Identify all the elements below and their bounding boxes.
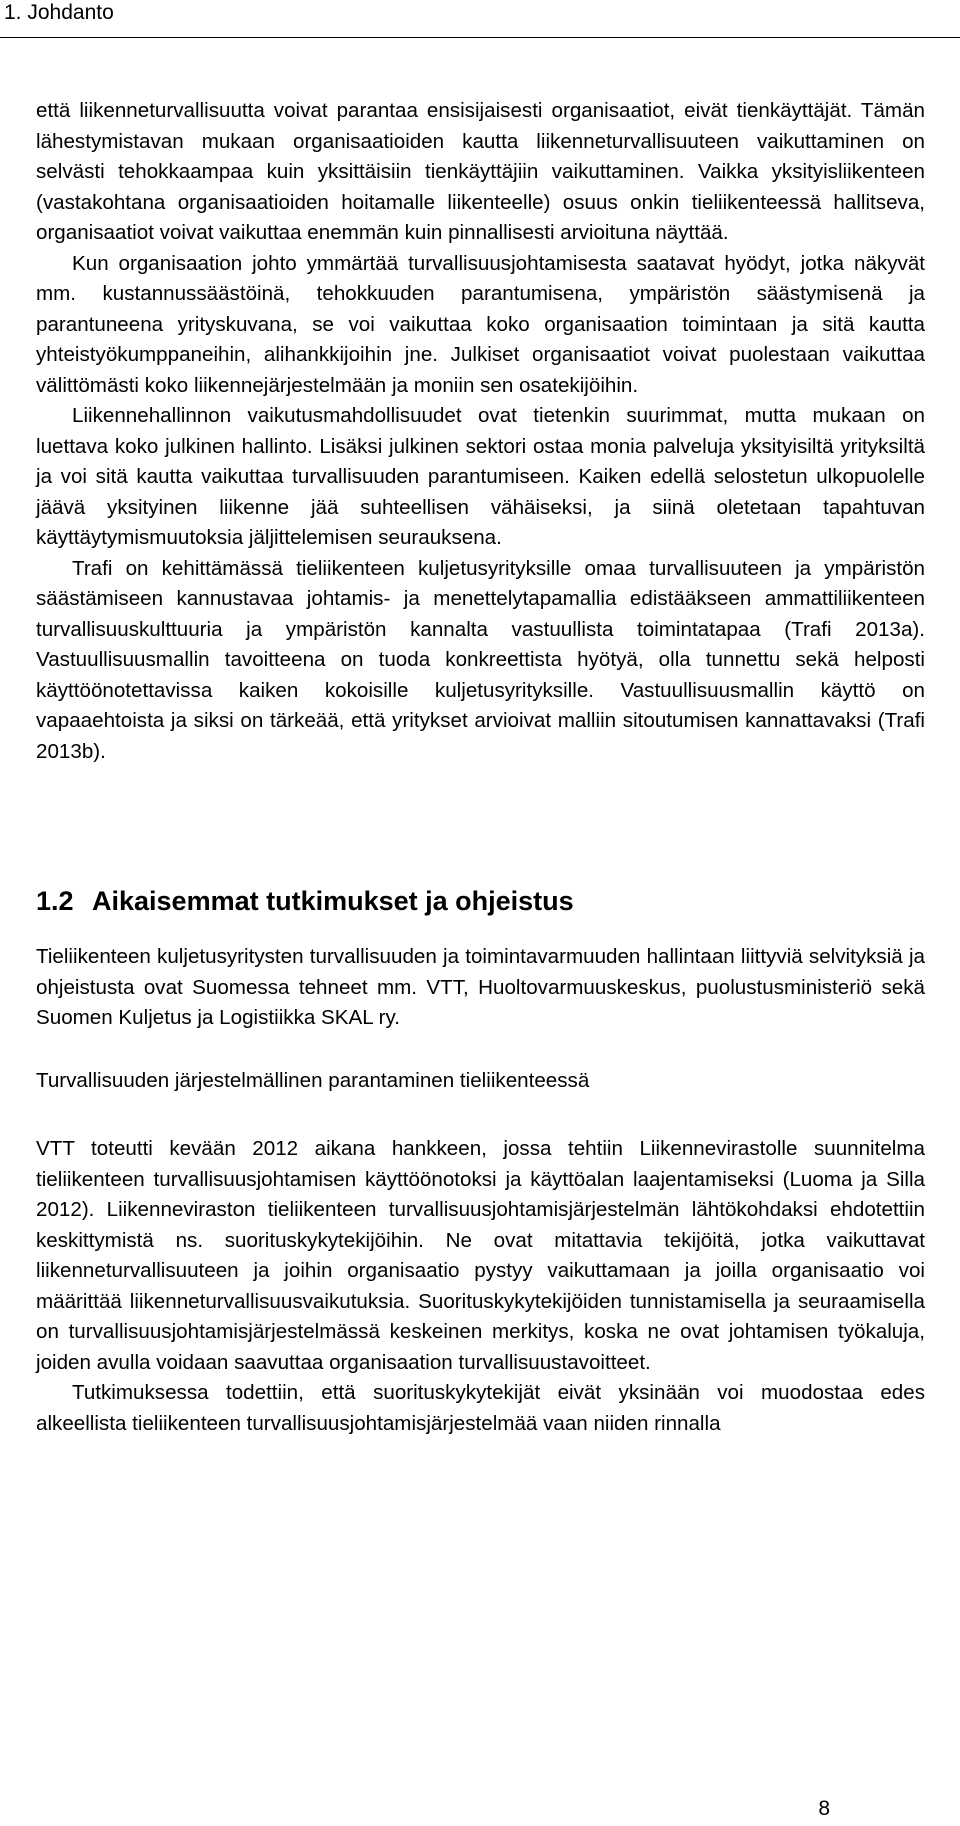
subsection-heading: Turvallisuuden järjestelmällinen parantaminen tieliikenteessä [36,1069,590,1092]
section-intro-block [36,942,925,1034]
chapter-title: 1. Johdanto [4,1,114,24]
paragraph: Trafi on kehittämässä tieliikenteen kuljetusyrityksille omaa turvallisuuteen ja ympäristön säästämiseen kannustavaa johtamis- ja menettelytapamallia edistääkseen ammattiliikenteen turvallisuuskulttuuria ja ympäristön kannalta vastuullista toimintatapaa (Trafi 2013a). Vastuullisuusmallin tavoitteena on tuoda konkreettista hyötyä, olla tunnettu sekä helposti käyttöönotettavissa kaiken kokoisille kuljetusyrityksille. Vastuullisuusmallin käyttö on vapaaehtoista ja siksi on tärkeää, että yritykset arvioivat malliin sitoutumisen kannattavaksi (Trafi 2013b). [36,556,925,763]
page-number: 8 [818,1797,830,1820]
paragraph: Tutkimuksessa todettiin, että suorituskykytekijät eivät yksinään voi muodostaa edes alkeellista tieliikenteen turvallisuusjohtamisjärjestelmää vaan niiden rinnalla [36,1381,925,1435]
paragraph: että liikenneturvallisuutta voivat parantaa ensisijaisesti organisaatiot, eivät tienkäyttäjät. Tämän lähestymistavan mukaan organisaatioiden kautta liikenneturvallisuuteen vaikuttaminen on selvästi tehokkaampaa kuin yksittäisiin tienkäyttäjiin vaikuttaminen. Vaikka yksityisliikenteen (vastakohtana organisaatioiden hoitamalle liikenteelle) osuus onkin tieliikenteessä hallitseva, organisaatiot voivat vaikuttaa enemmän kuin pinnallisesti arvioituna näyttää. [36,99,925,244]
body-text-block [36,96,925,767]
section-heading [36,883,574,919]
running-header [0,0,960,38]
section-number: 1.2 [36,886,74,916]
paragraph: Liikennehallinnon vaikutusmahdollisuudet ovat tietenkin suurimmat, mutta mukaan on luettava koko julkinen hallinto. Lisäksi julkinen sektori ostaa monia palveluja yksityisiltä yrityksiltä ja voi sitä kautta vaikuttaa turvallisuuden parantumiseen. Kaiken edellä selostetun ulkopuolelle jäävä yksityinen liikenne jää suhteellisen vähäiseksi, ja siinä oletetaan tapahtuvan käyttäytymismuutoksia jäljittelemisen seurauksena. [36,404,925,549]
paragraph: Tieliikenteen kuljetusyritysten turvallisuuden ja toimintavarmuuden hallintaan liittyviä selvityksiä ja ohjeistusta ovat Suomessa tehneet mm. VTT, Huoltovarmuuskeskus, puolustusministeriö sekä Suomen Kuljetus ja Logistiikka SKAL ry. [36,945,925,1029]
section-title: Aikaisemmat tutkimukset ja ohjeistus [92,886,574,916]
paragraph: VTT toteutti kevään 2012 aikana hankkeen, jossa tehtiin Liikennevirastolle suunnitelma tieliikenteen turvallisuusjohtamisen käyttöönotoksi ja käyttöalan laajentamiseksi (Luoma ja Silla 2012). Liikenneviraston tieliikenteen turvallisuusjohtamisjärjestelmän lähtökohdaksi ehdotettiin keskittymistä ns. suorituskykytekijöihin. Ne ovat mitattavia tekijöitä, jotka vaikuttavat liikenneturvallisuuteen ja joihin organisaatio pystyy vaikuttamaan ja joilla organisaatio voi määrittää liikenneturvallisuusvaikutuksia. Suorituskykytekijöiden tunnistamisella ja seuraamisella on turvallisuusjohtamisjärjestelmässä keskeinen merkitys, koska ne ovat johtamisen työkaluja, joiden avulla voidaan saavuttaa organisaation turvallisuustavoitteet. [36,1137,925,1374]
paragraph: Kun organisaation johto ymmärtää turvallisuusjohtamisesta saatavat hyödyt, jotka näkyvät mm. kustannussäästöinä, tehokkuuden parantumisena, ympäristön säästymisenä ja parantuneena yrityskuvana, se voi vaikuttaa koko organisaation toimintaan ja sitä kautta yhteistyökumppaneihin, alihankkijoihin jne. Julkiset organisaatiot voivat puolestaan vaikuttaa välittömästi koko liikennejärjestelmään ja moniin sen osatekijöihin. [36,251,925,397]
subsection-text-block [36,1134,925,1439]
